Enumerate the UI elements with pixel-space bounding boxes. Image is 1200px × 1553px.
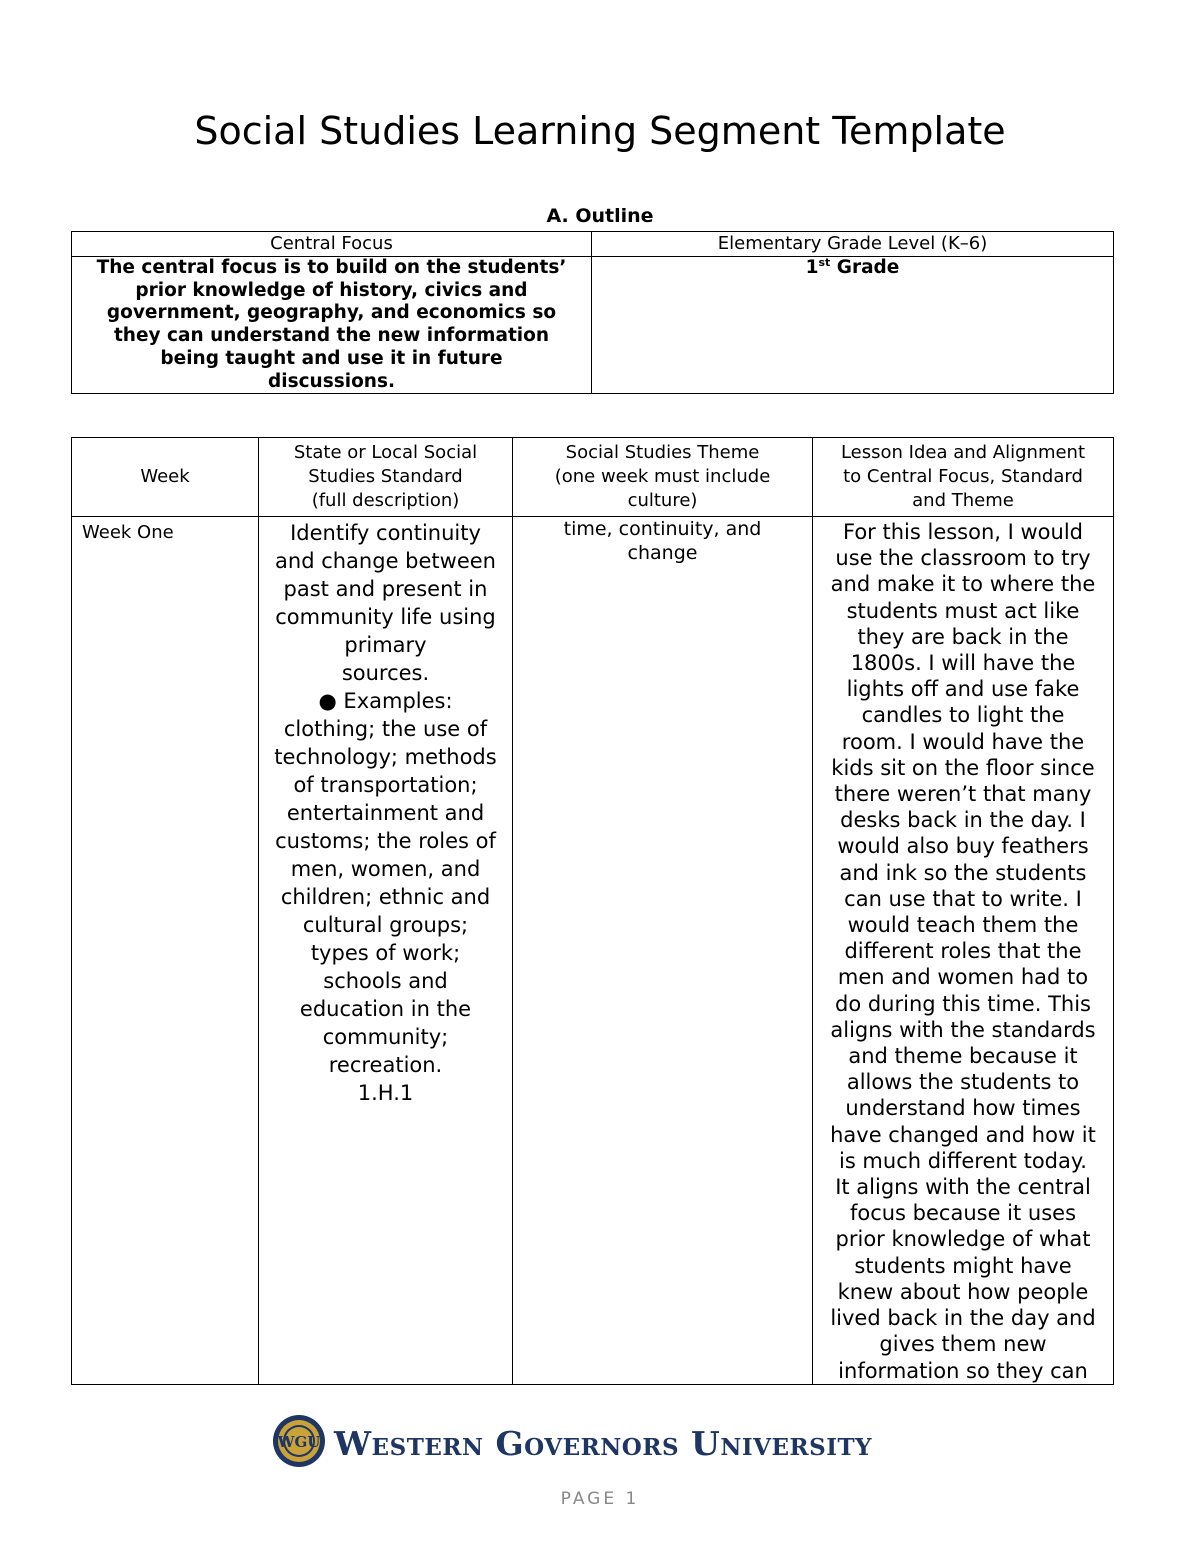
table-row (72, 517, 1114, 1385)
lesson-header-line: and Theme (912, 490, 1014, 511)
standard-cell-line: customs; the roles of (275, 829, 496, 853)
lesson-cell-line: different roles that the (844, 939, 1082, 964)
grade-level-header: Elementary Grade Level (K–6) (592, 232, 1114, 257)
theme-header-line: (one week must include (554, 466, 771, 487)
lesson-cell-line: gives them new (879, 1332, 1047, 1357)
standard-cell-line: recreation. (328, 1053, 443, 1077)
section-heading: A. Outline (546, 205, 654, 227)
theme-cell-line: change (627, 542, 698, 564)
lesson-cell-line: aligns with the standards (830, 1017, 1096, 1042)
standard-cell-line: children; ethnic and (280, 885, 491, 909)
lesson-cell-line: room. I would have the (841, 729, 1085, 754)
standard-cell-line: education in the (299, 997, 472, 1021)
lesson-cell-line: information so they can (838, 1358, 1088, 1383)
lesson-cell-line: candles to light the (861, 703, 1065, 728)
lesson-cell-line: they are back in the (857, 624, 1069, 649)
grade-number: 1 (805, 257, 819, 278)
lesson-cell-line: can use that to write. I (844, 886, 1082, 911)
lesson-cell-line: and ink so the students (839, 860, 1087, 885)
seal-text: WGU (277, 1433, 321, 1451)
standard-cell-line: cultural groups; (302, 913, 469, 937)
standard-cell-line: past and present in (283, 577, 488, 601)
lesson-cell-line: allows the students to (846, 1070, 1080, 1095)
lesson-header-line: Lesson Idea and Alignment (840, 442, 1086, 463)
lesson-cell-line: use the classroom to try (835, 546, 1091, 571)
standard-cell-line: of transportation; (293, 773, 478, 797)
lesson-header (813, 438, 1114, 517)
lesson-cell-line: lived back in the day and (830, 1306, 1096, 1331)
standard-header (259, 438, 513, 517)
standard-cell-line: clothing; the use of (283, 717, 488, 741)
lesson-cell-line: men and women had to (837, 965, 1089, 990)
standard-header-line: State or Local Social (293, 442, 478, 463)
lesson-cell-line: do during this time. This (835, 991, 1091, 1016)
central-focus-line: discussions. (267, 370, 396, 392)
theme-header-line: Social Studies Theme (565, 442, 760, 463)
theme-header (513, 438, 813, 517)
lesson-cell (813, 517, 1114, 1385)
standard-cell-line: ● Examples: (318, 689, 453, 713)
lesson-cell-line: knew about how people (837, 1279, 1089, 1304)
grade-word: Grade (836, 257, 900, 278)
standard-cell-line: types of work; (310, 941, 461, 965)
lesson-header-line: to Central Focus, Standard (843, 466, 1083, 487)
standard-cell-line: men, women, and (290, 857, 481, 881)
lesson-cell-line: 1800s. I will have the (850, 651, 1076, 676)
central-focus-line: being taught and use it in future (160, 347, 503, 369)
lesson-cell-line: focus because it uses (849, 1201, 1077, 1226)
lesson-cell-line: desks back in the day. I (840, 808, 1086, 833)
standard-cell-line: entertainment and (286, 801, 485, 825)
lesson-cell-line: prior knowledge of what (835, 1227, 1091, 1252)
standard-cell-line: community; (322, 1025, 449, 1049)
standard-cell-line: schools and (323, 969, 448, 993)
learning-segment-table (71, 437, 1114, 1385)
lesson-cell-line: It aligns with the central (835, 1175, 1091, 1200)
lesson-cell-line: is much different today. (838, 1148, 1087, 1173)
standard-cell-line: primary (344, 633, 427, 657)
lesson-cell-line: kids sit on the floor since (831, 755, 1095, 780)
standard-header-line: (full description) (311, 490, 460, 511)
theme-cell (513, 517, 813, 1385)
lesson-cell-line: would also buy feathers (837, 834, 1089, 859)
standard-cell (259, 517, 513, 1385)
theme-header-line: culture) (627, 490, 698, 511)
standard-cell-line: sources. (341, 661, 430, 685)
lesson-cell-line: have changed and how it (830, 1122, 1096, 1147)
wgu-seal-icon (272, 1414, 326, 1468)
page-number: PAGE 1 (560, 1489, 640, 1509)
lesson-cell-line: and make it to where the (830, 572, 1096, 597)
lesson-cell-line: and theme because it (848, 1044, 1078, 1069)
standard-cell-line: 1.H.1 (357, 1081, 414, 1105)
lesson-cell-line: For this lesson, I would (843, 520, 1083, 544)
central-focus-line: government, geography, and economics so (106, 302, 557, 324)
standard-cell-line: Identify continuity (290, 521, 481, 545)
central-focus-cell (72, 257, 592, 394)
lesson-cell-line: understand how times (845, 1096, 1081, 1121)
week-cell: Week One (72, 517, 259, 1385)
central-focus-line: The central focus is to build on the students’ (96, 257, 567, 278)
central-focus-header: Central Focus (72, 232, 592, 257)
grade-suffix: st (818, 255, 831, 269)
outline-table (71, 231, 1114, 394)
standard-cell-line: technology; methods (274, 745, 497, 769)
central-focus-line: prior knowledge of history, civics and (135, 279, 528, 301)
standard-cell-line: and change between (275, 549, 496, 573)
lesson-cell-line: there weren’t that many (834, 782, 1092, 807)
lesson-cell-line: students must act like (846, 598, 1080, 623)
theme-cell-line: time, continuity, and (563, 518, 762, 540)
standard-header-line: Studies Standard (308, 466, 463, 487)
central-focus-line: they can understand the new information (113, 325, 550, 347)
grade-level-cell (592, 257, 1114, 394)
page-title: Social Studies Learning Segment Template (194, 109, 1006, 153)
lesson-cell-line: would teach them the (847, 913, 1079, 938)
wgu-logo (272, 1414, 892, 1470)
lesson-cell-line: lights off and use fake (846, 677, 1080, 702)
week-header: Week (72, 438, 259, 517)
lesson-cell-line: students might have (854, 1253, 1072, 1278)
standard-cell-line: community life using (275, 605, 496, 629)
logo-text: Western Governors University (334, 1424, 873, 1463)
